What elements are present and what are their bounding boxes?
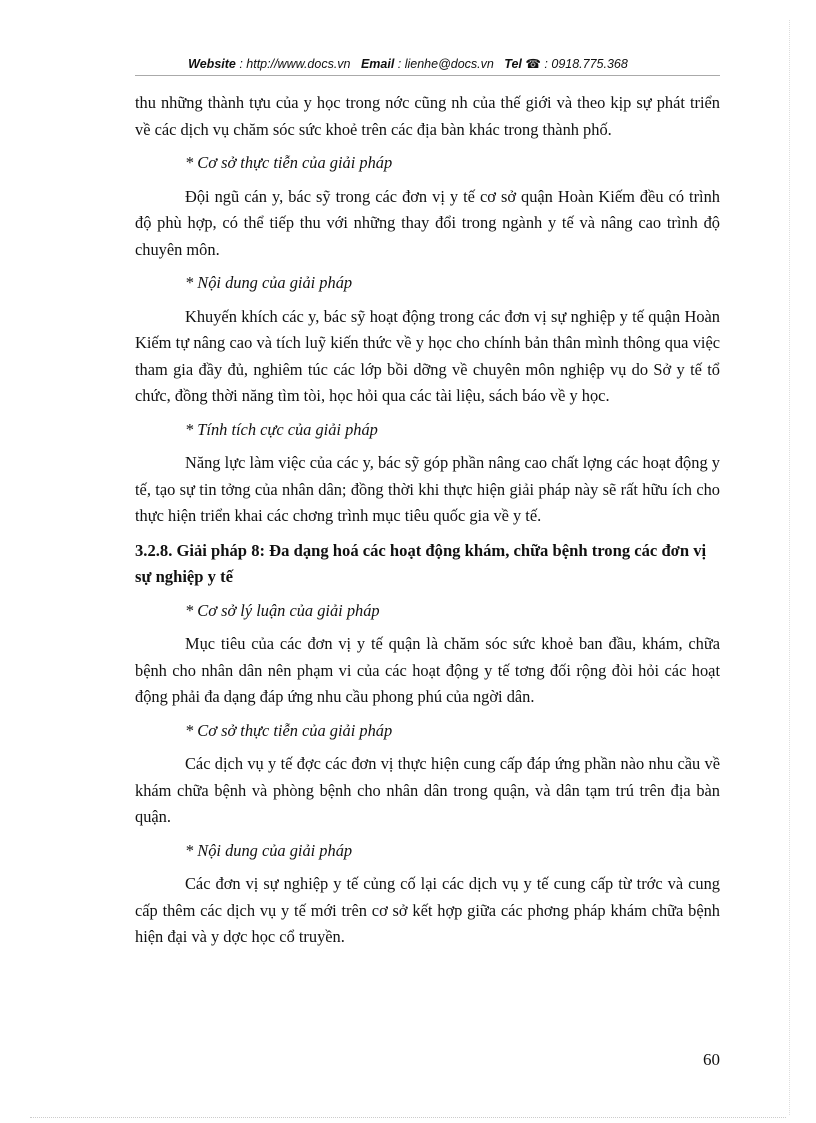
paragraph-capacity: Năng lực làm việc của các y, bác sỹ góp phần nâng cao chất lợng các hoạt động y tế, tạo sự tin tởng của nhân dân; đồng thời khi thực hiện giải pháp này sẽ rất hữu ích cho thực hiện triển khai các chơng trình mục tiêu quốc gia về y tế. bbox=[135, 453, 720, 525]
page-header bbox=[0, 56, 816, 71]
subheading-practical-basis-2: * Cơ sở thực tiễn của giải pháp bbox=[185, 720, 393, 740]
subheading-content: * Nội dung của giải pháp bbox=[185, 273, 353, 292]
paragraph-staff: Đội ngũ cán y, bác sỹ trong các đơn vị y tế cơ sở quận Hoàn Kiếm đều có trình độ phù hợp, có thể tiếp thu với những thay đổi trong ngành y tế và nâng cao trình độ chuyên môn. bbox=[135, 186, 720, 259]
header-divider bbox=[135, 75, 720, 76]
subheading-content-2: * Nội dung của giải pháp bbox=[185, 840, 353, 860]
subheading-practical-basis: * Cơ sở thực tiễn của giải pháp bbox=[185, 153, 393, 172]
email-value: : lienhe@docs.vn bbox=[397, 57, 494, 71]
tel-label: Tel bbox=[504, 57, 522, 71]
subheading-positive: * Tính tích cực của giải pháp bbox=[185, 419, 378, 439]
paragraph-encourage: Khuyến khích các y, bác sỹ hoạt động trong các đơn vị sự nghiệp y tế quận Hoàn Kiếm tự nâng cao và tích luỹ kiến thức về y học cho chính bản thân mình thông qua việc tham gia đầy đủ, nghiêm túc các lớp bồi dỡng về chuyên môn nghiệp vụ do Sở y tế tổ chức, đồng thời năng tìm tòi, học hỏi qua các tài liệu, sách báo về y học. bbox=[135, 306, 720, 405]
margin-guide bbox=[789, 20, 790, 1115]
subheading-theoretical-basis: * Cơ sở lý luận của giải pháp bbox=[185, 600, 380, 620]
footer-divider bbox=[30, 1117, 786, 1118]
paragraph-consolidate: Các đơn vị sự nghiệp y tế củng cố lại các dịch vụ y tế cung cấp từ trớc và cung cấp thêm các dịch vụ y tế mới trên cơ sở kết hợp giữa các phơng pháp khám chữa bệnh hiện đại và y dợc học cổ truyền. bbox=[135, 874, 720, 946]
document-body bbox=[135, 90, 720, 951]
website-label: Website bbox=[188, 57, 236, 71]
paragraph-services: Các dịch vụ y tế đợc các đơn vị thực hiện cung cấp đáp ứng phần nào nhu cầu về khám chữa bệnh và phòng bệnh cho nhân dân trong quận, và dân tạm trú trên địa bàn quận. bbox=[135, 754, 720, 826]
tel-value: ☎ : 0918.775.368 bbox=[525, 57, 628, 71]
page-number: 60 bbox=[703, 1050, 720, 1069]
section-heading: 3.2.8. Giải pháp 8: Đa dạng hoá các hoạt động khám, chữa bệnh trong các đơn vị sự nghiệp y tế bbox=[135, 540, 707, 586]
paragraph-objective: Mục tiêu của các đơn vị y tế quận là chăm sóc sức khoẻ ban đầu, khám, chữa bệnh cho nhân dân nên phạm vi của các hoạt động y tế tơng đối rộng đòi hỏi các hoạt động phải đa dạng đáp ứng nhu cầu phong phú của ngời dân. bbox=[135, 634, 720, 706]
website-value: : http://www.docs.vn bbox=[239, 57, 351, 71]
email-label: Email bbox=[360, 57, 395, 71]
paragraph-continuation: thu những thành tựu của y học trong nớc cũng nh của thế giới và theo kịp sự phát triển về các dịch vụ chăm sóc sức khoẻ trên các địa bàn khác trong thành phố. bbox=[135, 93, 720, 139]
